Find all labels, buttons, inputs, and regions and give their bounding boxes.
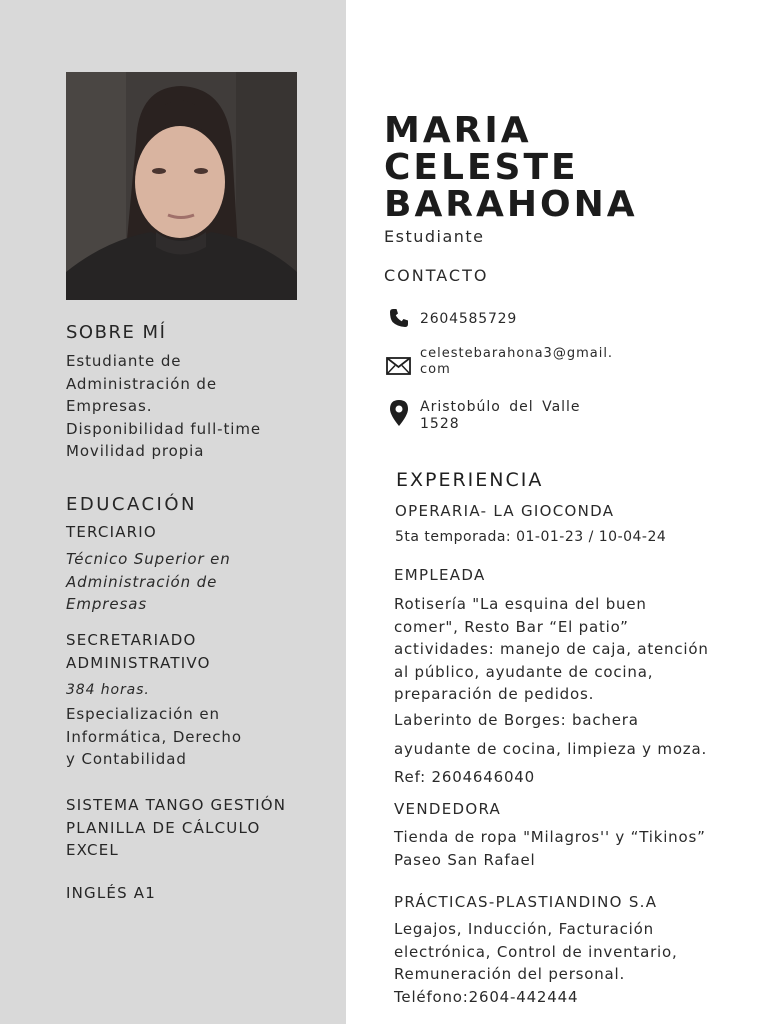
skill-item: PLANILLA DE CÁLCULO [66,818,261,837]
tertiary-line: Técnico Superior en [66,550,231,568]
tertiary-degree [66,548,231,616]
secretarial-line: SECRETARIADO [66,631,197,649]
address [420,399,581,433]
tertiary-line: Empresas [66,595,148,613]
role-title: Estudiante [384,227,485,246]
job-description-line: Legajos, Inducción, Facturación [394,920,654,938]
skill-item: SISTEMA TANGO GESTIÓN [66,796,287,814]
skill-item: EXCEL [66,841,119,859]
secretarial-hours: 384 horas. [66,682,150,698]
job-description-line: al público, ayudante de cocina, [394,662,654,681]
about-text [66,350,261,463]
job-description-line: Teléfono:2604-442444 [394,987,579,1006]
about-heading: SOBRE MÍ [66,322,167,343]
email-icon [386,357,411,379]
about-line: Administración de [66,374,217,393]
about-line: Movilidad propia [66,442,205,460]
about-line: Estudiante de [66,352,182,370]
about-line: Disponibilidad full-time [66,419,261,438]
name-line-2: CELESTE [384,147,579,188]
job-title: OPERARIA- LA GIOCONDA [395,502,615,520]
person-name [384,112,638,223]
phone-number: 2604585729 [420,311,518,327]
job-description [394,918,678,1008]
job-description-line: Paseo San Rafael [394,850,536,869]
profile-photo-image [66,72,297,300]
education-heading: EDUCACIÓN [66,494,197,515]
email-line: celestebarahona3@gmail. [420,346,614,361]
address-line: Aristobúlo del Valle [420,399,581,415]
email-line: com [420,362,451,377]
tertiary-label: TERCIARIO [66,523,157,541]
job-title: PRÁCTICAS-PLASTIANDINO S.A [394,893,658,911]
tertiary-line: Administración de [66,572,218,591]
location-pin-icon [390,400,408,430]
job-description-line: preparación de pedidos. [394,685,595,703]
name-line-3: BARAHONA [384,184,638,225]
job-description-line: Remuneración del personal. [394,965,626,983]
job-description-line: comer", Resto Bar “El patio” [394,617,629,636]
language-level: INGLÉS A1 [66,884,156,902]
job-description-line: Tienda de ropa "Milagros'' y “Tikinos” [394,828,706,846]
job-description-line: electrónica, Control de inventario, [394,942,678,961]
job-detail: 5ta temporada: 01-01-23 / 10-04-24 [395,529,667,545]
experience-heading: EXPERIENCIA [396,469,544,491]
specialization-line: Informática, Derecho [66,727,242,746]
contact-heading: CONTACTO [384,266,489,285]
job-title: EMPLEADA [394,566,486,584]
secretarial-line: ADMINISTRATIVO [66,653,211,672]
email-address [420,346,613,378]
job-title: VENDEDORA [394,800,502,818]
name-line-1: MARIA [384,110,532,151]
secretarial-title [66,629,211,674]
specialization-text [66,703,242,771]
specialization-line: y Contabilidad [66,750,187,768]
profile-photo [66,72,297,300]
job-description [394,826,706,871]
about-line: Empresas. [66,397,153,415]
job-extra: Laberinto de Borges: bachera [394,711,639,729]
address-line: 1528 [420,416,460,432]
phone-icon [389,308,409,332]
specialization-line: Especialización en [66,705,220,723]
job-description-line: actividades: manejo de caja, atención [394,640,709,658]
job-extra: ayudante de cocina, limpieza y moza. [394,740,708,758]
skills-list [66,794,286,862]
job-reference: Ref: 2604646040 [394,768,535,786]
job-description [394,593,709,706]
job-description-line: Rotisería "La esquina del buen [394,595,647,613]
